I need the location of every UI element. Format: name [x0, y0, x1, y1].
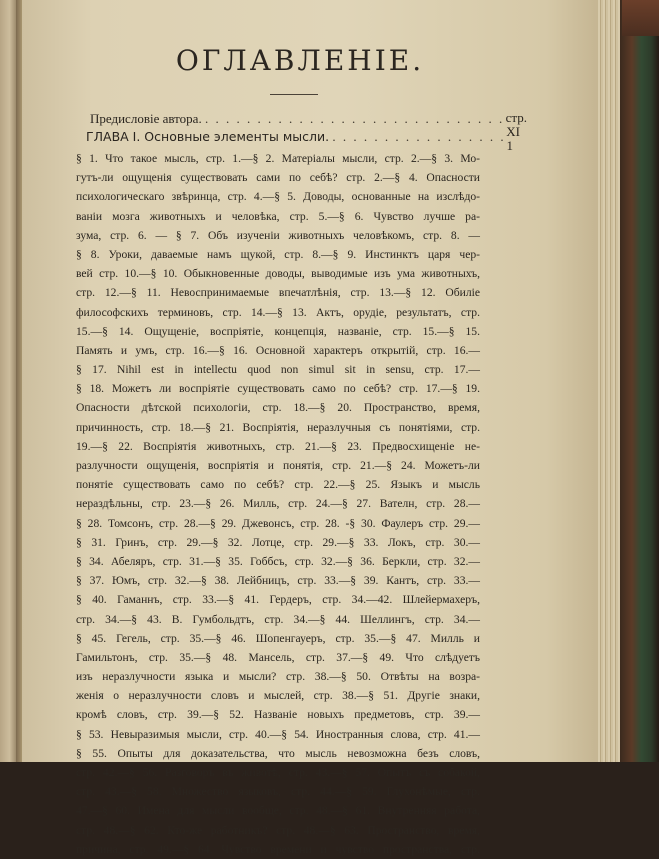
contents-line: 15.—§ 14. Ощущеніе, воспріятіе, концепція, названіе, стр. 15.—§ 15. [76, 324, 480, 338]
toc-leader: . . . . . . . . . . . . . . . . . [332, 129, 506, 144]
cover-corner [622, 0, 659, 36]
contents-line: изъ неразлучности языка и мысли? стр. 38.—§ 50. Отвѣты на возра- [76, 670, 480, 684]
contents-line: § 55. Опыты для доказательства, что мысль невозможна безъ словъ, [76, 746, 480, 760]
contents-line: разлучности ощущенія, воспріятія и понятія, стр. 21.—§ 24. Можетъ-ли [76, 459, 480, 472]
contents-line: вей стр. 10.—§ 10. Обыкновенные доводы, выводимые изъ ума животныхъ, [76, 267, 480, 281]
contents-line: женія о неразлучности словъ и мыслей, стр. 38.—§ 51. Другіе знаки, [76, 689, 480, 703]
contents-line: зума, стр. 6. — § 7. Объ изученіи животныхъ человѣкомъ, стр. 8. — [76, 228, 480, 242]
contents-line: стр. 48.—§ 62. Кто-же работникъ? стр. 48.—§ 63. Пространство, время, [76, 823, 480, 837]
contents-line: § 8. Уроки, даваемые намъ щукой, стр. 8.—§ 9. Инстинктъ царя чер- [76, 247, 480, 261]
book-cover [620, 0, 659, 762]
contents-line: стр. 12.—§ 11. Невоспринимаемые впечатлѣнія, стр. 13.—§ 12. Обиліе [76, 286, 480, 300]
chapter-contents [76, 149, 480, 859]
contents-line: § 37. Юмъ, стр. 32.—§ 38. Лейбницъ, стр. 33.—§ 39. Кантъ, стр. 33.— [76, 574, 480, 588]
contents-line: § 31. Гринъ, стр. 29.—§ 32. Лотце, стр. 29.—§ 33. Локъ, стр. 30.— [76, 535, 480, 549]
page-edges [598, 0, 620, 762]
contents-line: Память и умъ, стр. 16.—§ 16. Основной характеръ открытій, стр. 16.— [76, 343, 480, 357]
contents-line: причинность, стр. 18.—§ 21. Воспріятія, неразлучныя съ понятіями, стр. [76, 420, 480, 434]
toc-leader: . . . . . . . . . . . . . . . . . . . . . . . . . . . . . [204, 111, 505, 126]
toc-entry-chapter-1 [86, 129, 506, 145]
contents-line: § 18. Можетъ ли воспріятіе существовать само по себѣ? стр. 17.—§ 19. [76, 382, 480, 396]
title-rule [270, 94, 318, 95]
contents-line: причина, стр. 49.—§ 64. Чувство времени и чувство пространства, стр. [76, 842, 480, 856]
toc-entry-page: XI [506, 124, 520, 139]
contents-line: стр. 34.—§ 43. В. Гумбольдтъ, стр. 34.—§ 44. Шеллингъ, стр. 34.— [76, 612, 480, 626]
contents-line: § 28. Томсонъ, стр. 28.—§ 29. Джевонсъ, стр. 28. -§ 30. Фаулеръ стр. 29.— [76, 516, 480, 530]
contents-line: стр. 42.—§ 56. Разговоръ въ животѣ, стр. 43.—§ 57. Опытъ съ собакой, [76, 766, 480, 779]
contents-line: философскихъ терминовъ, стр. 14.—§ 13. Актъ, орудіе, результатъ, стр. [76, 305, 480, 319]
toc-entry-label: ГЛАВА I. Основные элементы мысли. [86, 129, 330, 144]
contents-line: гутъ-ли ощущенія существовать сами по себѣ? стр. 2.—§ 4. Опасности [76, 171, 480, 185]
contents-line: § 1. Что такое мысль, стр. 1.—§ 2. Матеріалы мысли, стр. 2.—§ 3. Мо- [76, 152, 480, 165]
contents-line: понятіе существовать само по себѣ? стр. 22.—§ 25. Языкъ и мысль [76, 478, 480, 492]
toc-entry-label: Предисловіе автора. [90, 111, 202, 126]
contents-line: психологическаго звѣринца, стр. 4.—§ 5. Доводы, основанные на изслѣдо- [76, 190, 480, 204]
toc-entry-page: 1 [506, 138, 513, 153]
contents-line: Опасности дѣтской психологіи, стр. 18.—§ 20. Пространство, время, [76, 401, 480, 415]
contents-line: § 34. Абеляръ, стр. 31.—§ 35. Гоббсъ, стр. 32.—§ 36. Беркли, стр. 32.— [76, 554, 480, 568]
contents-line: § 17. Nihil est in intellectu quod non simul sit in sensu, стр. 17.— [76, 363, 480, 377]
page-title: ОГЛАВЛЕНІЕ. [175, 44, 425, 77]
toc-entry-preface [90, 111, 504, 127]
contents-line: § 45. Гегель, стр. 35.—§ 46. Шопенгауеръ, стр. 35.—§ 47. Милль и [76, 631, 480, 645]
contents-line: § 40. Гаманнъ, стр. 33.—§ 41. Гердеръ, стр. 34.—42. Шлейермахеръ, [76, 593, 480, 607]
contents-line: стр. 43.—§ 58. Множество языковъ, стр. 44.—§ 59. Глухонѣмые, стр. [76, 785, 480, 799]
page-column-label: стр. [505, 110, 527, 125]
contents-line: ваніи мозга животныхъ и человѣка, стр. 5.—§ 6. Чувство лучше ра- [76, 209, 480, 223]
contents-line: 47.—§ 60. Имена для мысли вообще, стр. 48.—§ 61. Внутренняя работа, [76, 804, 480, 818]
contents-line: Гамильтонъ, стр. 35.—§ 48. Мансель, стр. 37.—§ 49. Что слѣдуетъ [76, 650, 480, 664]
contents-line: нераздѣльны, стр. 23.—§ 26. Милль, стр. 24.—§ 27. Вателн, стр. 28.— [76, 497, 480, 511]
contents-line: кромѣ словъ, стр. 39.—§ 52. Названіе новыхъ предметовъ, стр. 39.— [76, 708, 480, 722]
contents-line: 19.—§ 22. Воспріятія животныхъ, стр. 21.—§ 23. Предвосхищеніе не- [76, 439, 480, 453]
contents-line: § 53. Невыразимыя мысли, стр. 40.—§ 54. Иностранныя слова, стр. 41.— [76, 727, 480, 741]
left-page-edge [0, 0, 16, 762]
